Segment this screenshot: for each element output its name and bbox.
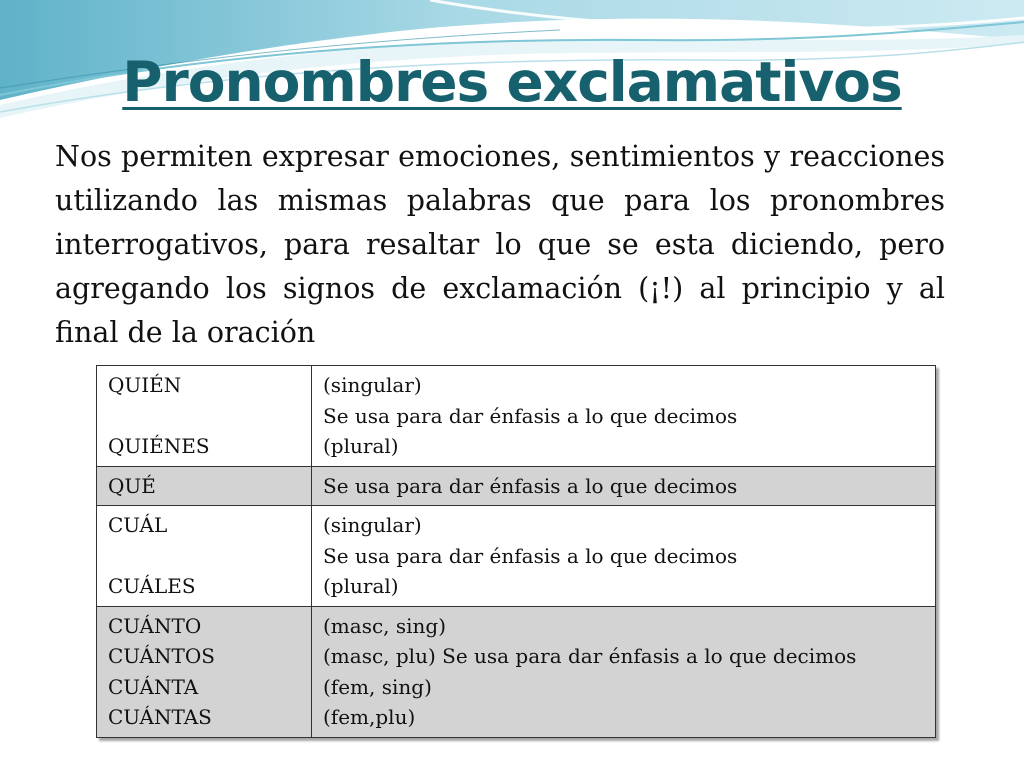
pronoun-label: CUÁL — [108, 513, 168, 537]
pronoun-label: QUIÉNES — [108, 434, 210, 458]
detail-cell — [312, 466, 936, 506]
pronoun-label: QUIÉN — [108, 373, 182, 397]
detail-text: (fem, sing) — [323, 674, 432, 699]
pronoun-label: QUÉ — [108, 473, 156, 498]
pronoun-label: CUÁLES — [108, 574, 196, 598]
table-row-cuanto — [97, 606, 936, 737]
detail-text: (plural) — [323, 434, 399, 458]
detail-text: (masc, plu) Se usa para dar énfasis a lo que decimos — [323, 644, 857, 668]
pronoun-cell — [97, 606, 312, 737]
pronoun-cell — [97, 366, 312, 467]
detail-text: (masc, sing) — [323, 613, 447, 638]
table-row-cual — [97, 506, 936, 607]
detail-cell — [312, 366, 936, 467]
pronoun-cell — [97, 466, 312, 506]
detail-text: (singular) — [323, 373, 422, 397]
pronoun-spacer — [108, 401, 301, 432]
pronoun-label: CUÁNTAS — [108, 705, 212, 729]
detail-text: Se usa para dar énfasis a lo que decimos — [323, 403, 738, 428]
detail-cell — [312, 506, 936, 607]
detail-text: Se usa para dar énfasis a lo que decimos — [323, 473, 738, 498]
table-row-que — [97, 466, 936, 506]
pronoun-cell — [97, 506, 312, 607]
pronoun-label: CUÁNTA — [108, 674, 199, 699]
pronouns-table — [96, 365, 936, 738]
slide-title: Pronombres exclamativos — [122, 50, 902, 114]
slide-paragraph: Nos permiten expresar emociones, sentimientos y reacciones utilizando las mismas palabras que para los pronombres interrogativos, para resaltar lo que se esta diciendo, pero agregando los signos de exclamación (¡!) al principio y al final de la oración — [55, 140, 945, 349]
detail-text: (singular) — [323, 513, 422, 537]
pronoun-label: CUÁNTOS — [108, 644, 215, 668]
pronoun-spacer — [108, 541, 301, 572]
detail-text: (fem,plu) — [323, 705, 416, 729]
detail-cell — [312, 606, 936, 737]
detail-text: (plural) — [323, 574, 399, 598]
table-row-quien — [97, 366, 936, 467]
pronoun-label: CUÁNTO — [108, 613, 202, 638]
detail-text: Se usa para dar énfasis a lo que decimos — [323, 543, 738, 568]
